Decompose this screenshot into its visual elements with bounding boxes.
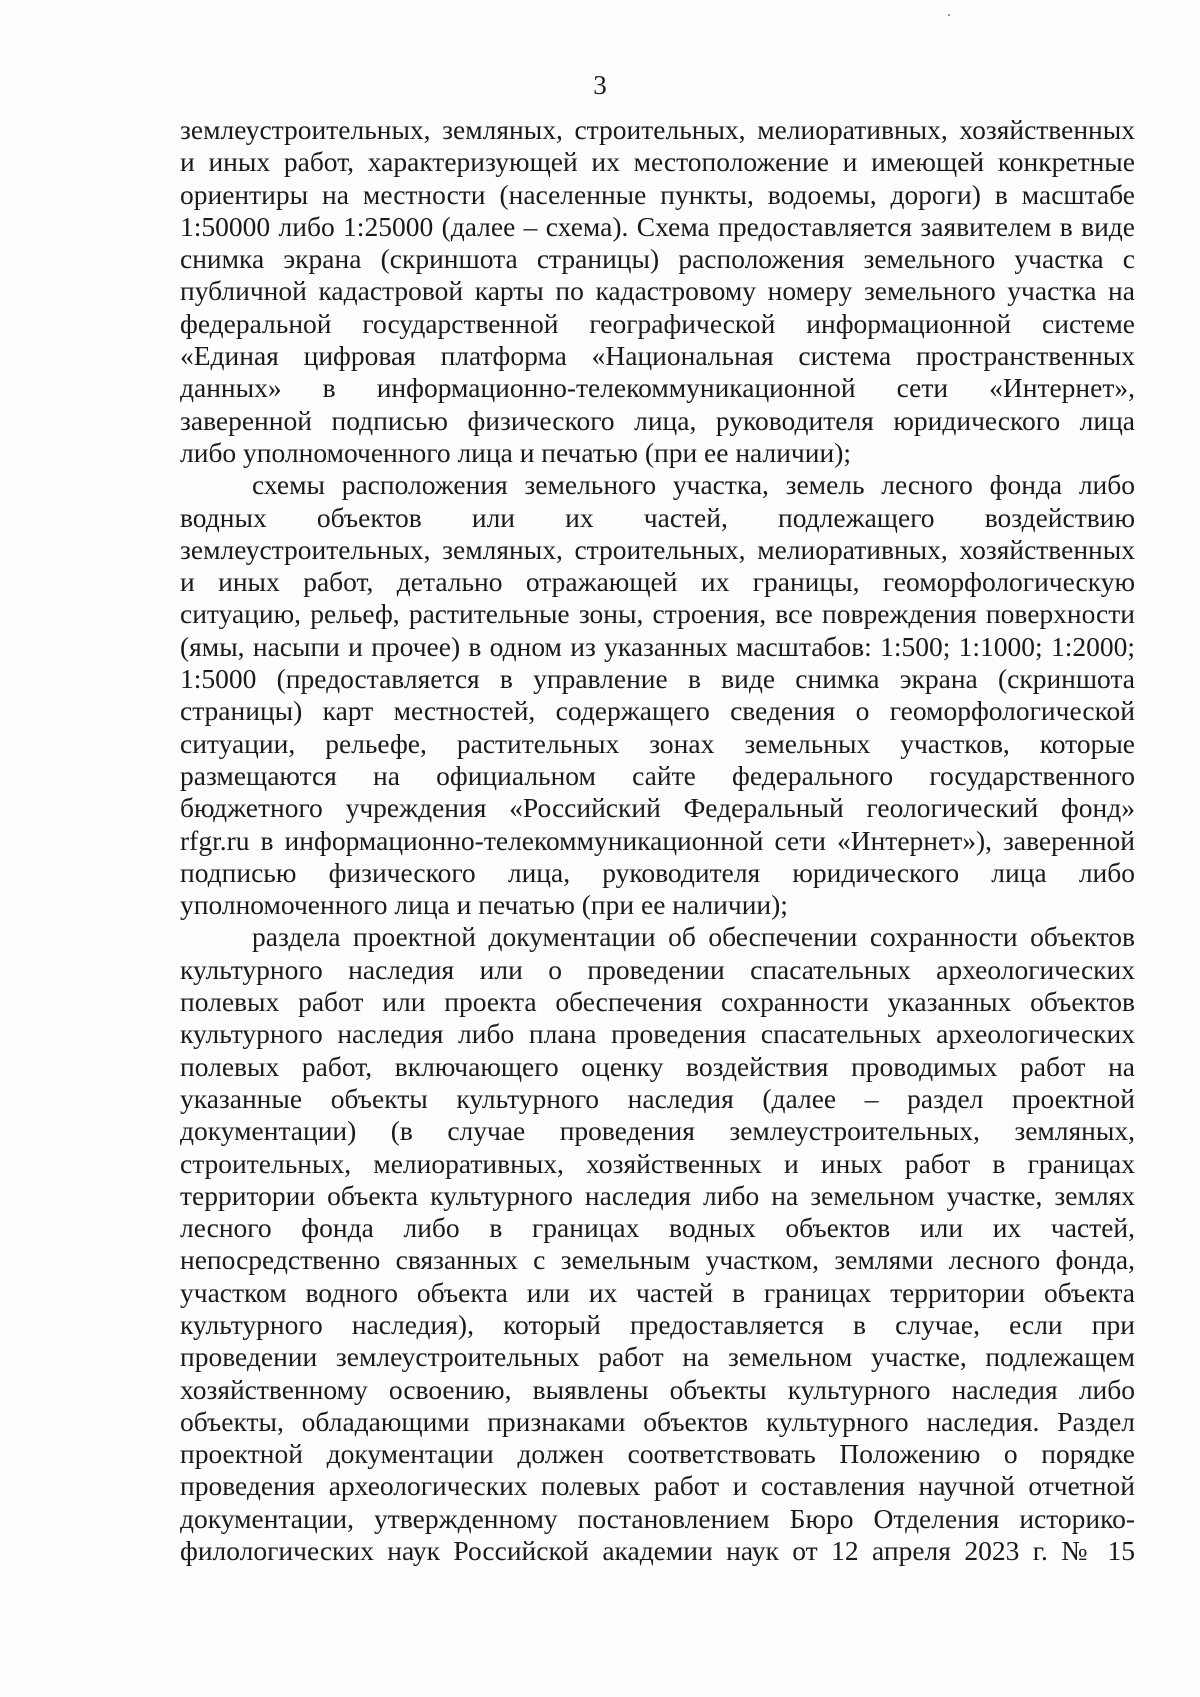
- text-line: схемы расположения земельного участка, земель лесного фонда либо: [252, 469, 1135, 501]
- text-line: федеральной государственной географической информационной системе: [180, 307, 1135, 339]
- text-line: филологических наук Российской академии наук от 12 апреля 2023 г. № 15: [180, 1535, 1135, 1567]
- body-text: [180, 114, 1135, 1567]
- text-line: проведении землеустроительных работ на земельном участке, подлежащем: [180, 1341, 1135, 1373]
- text-line: уполномоченного лица и печатью (при ее наличии);: [180, 889, 788, 921]
- text-line: землеустроительных, земляных, строительных, мелиоративных, хозяйственных: [180, 114, 1135, 145]
- text-line: и иных работ, детально отражающей их границы, геоморфологическую: [180, 566, 1135, 598]
- text-line: документации) (в случае проведения землеустроительных, земляных,: [180, 1115, 1135, 1147]
- text-line: культурного наследия), который предоставляется в случае, если при: [180, 1308, 1135, 1340]
- text-line: раздела проектной документации об обеспечении сохранности объектов: [252, 921, 1135, 953]
- text-line: проведения археологических полевых работ и составления научной отчетной: [180, 1470, 1135, 1502]
- text-line: ситуации, рельефе, растительных зонах земельных участков, которые: [180, 727, 1135, 759]
- text-line: страницы) карт местностей, содержащего сведения о геоморфологической: [180, 695, 1135, 727]
- text-line: подписью физического лица, руководителя юридического лица либо: [180, 856, 1135, 888]
- text-line: культурного наследия или о проведении спасательных археологических: [180, 953, 1135, 985]
- text-line: заверенной подписью физического лица, руководителя юридического лица: [180, 404, 1135, 436]
- text-line: либо уполномоченного лица и печатью (при ее наличии);: [180, 436, 851, 468]
- text-line: объекты, обладающими признаками объектов культурного наследия. Раздел: [180, 1405, 1135, 1437]
- text-line: документации, утвержденному постановлением Бюро Отделения историко-: [180, 1502, 1135, 1534]
- text-line: 1:50000 либо 1:25000 (далее – схема). Схема предоставляется заявителем в виде: [180, 210, 1135, 242]
- text-line: rfgr.ru в информационно-телекоммуникационной сети «Интернет»), заверенной: [180, 824, 1135, 856]
- text-line: строительных, мелиоративных, хозяйственных и иных работ в границах: [180, 1147, 1135, 1179]
- page-number: 3: [593, 70, 607, 100]
- text-line: 1:5000 (предоставляется в управление в виде снимка экрана (скриншота: [180, 663, 1135, 695]
- scan-speck: [948, 14, 950, 16]
- text-line: землеустроительных, земляных, строительных, мелиоративных, хозяйственных: [180, 533, 1135, 565]
- text-line: «Единая цифровая платформа «Национальная система пространственных: [180, 340, 1135, 372]
- text-line: и иных работ, характеризующей их местоположение и имеющей конкретные: [180, 146, 1135, 178]
- text-line: участком водного объекта или их частей в границах территории объекта: [180, 1276, 1135, 1308]
- text-line: указанные объекты культурного наследия (далее – раздел проектной: [180, 1082, 1135, 1114]
- text-line: водных объектов или их частей, подлежащего воздействию: [180, 501, 1135, 533]
- text-line: публичной кадастровой карты по кадастровому номеру земельного участка на: [180, 275, 1135, 307]
- text-line: бюджетного учреждения «Российский Федеральный геологический фонд»: [180, 792, 1135, 824]
- text-line: (ямы, насыпи и прочее) в одном из указанных масштабов: 1:500; 1:1000; 1:2000;: [180, 630, 1135, 662]
- text-line: ориентиры на местности (населенные пункты, водоемы, дороги) в масштабе: [180, 178, 1135, 210]
- text-line: данных» в информационно-телекоммуникационной сети «Интернет»,: [180, 372, 1135, 404]
- text-line: ситуацию, рельеф, растительные зоны, строения, все повреждения поверхности: [180, 598, 1135, 630]
- text-line: хозяйственному освоению, выявлены объекты культурного наследия либо: [180, 1373, 1135, 1405]
- text-line: лесного фонда либо в границах водных объектов или их частей,: [180, 1212, 1135, 1244]
- text-line: проектной документации должен соответствовать Положению о порядке: [180, 1438, 1135, 1470]
- text-line: территории объекта культурного наследия либо на земельном участке, землях: [180, 1179, 1135, 1211]
- text-line: полевых работ, включающего оценку воздействия проводимых работ на: [180, 1050, 1135, 1082]
- text-line: снимка экрана (скриншота страницы) расположения земельного участка с: [180, 243, 1135, 275]
- text-line: размещаются на официальном сайте федерального государственного: [180, 759, 1135, 791]
- text-line: непосредственно связанных с земельным участком, землями лесного фонда,: [180, 1244, 1135, 1276]
- text-line: полевых работ или проекта обеспечения сохранности указанных объектов: [180, 986, 1135, 1018]
- text-line: культурного наследия либо плана проведения спасательных археологических: [180, 1018, 1135, 1050]
